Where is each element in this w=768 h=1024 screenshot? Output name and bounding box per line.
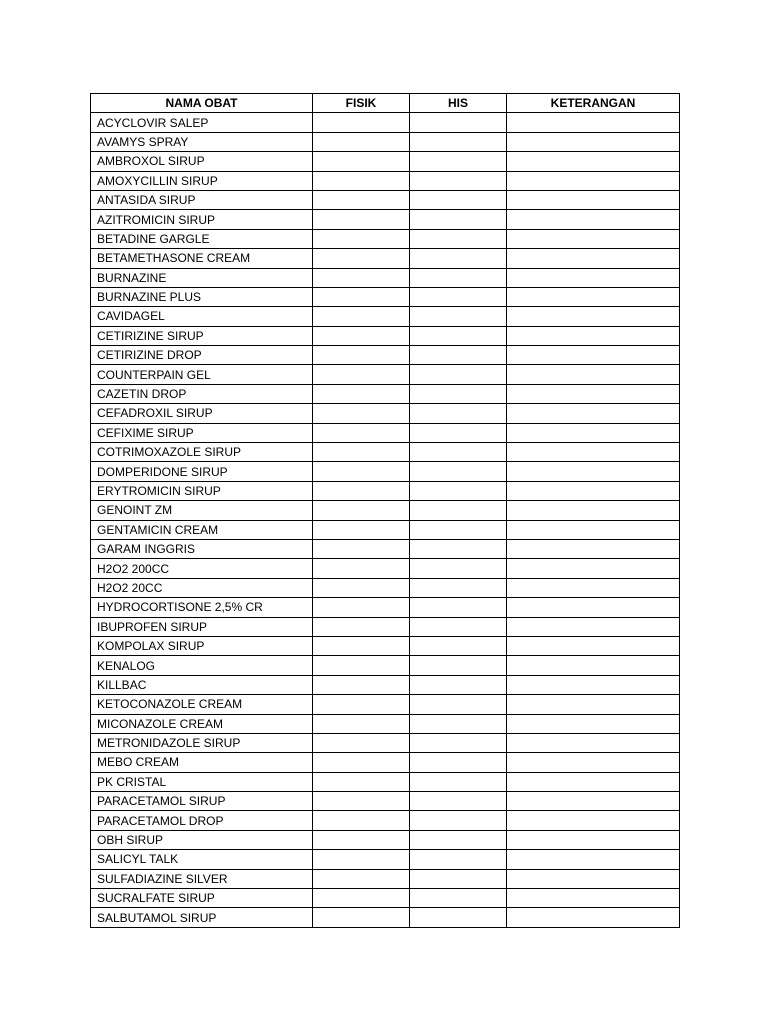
fisik-cell [313, 346, 410, 365]
medicine-name-cell: MICONAZOLE CREAM [91, 714, 313, 733]
keterangan-cell [507, 462, 680, 481]
table-row [91, 675, 680, 694]
his-cell [410, 462, 507, 481]
his-cell [410, 714, 507, 733]
medicine-name-cell: PARACETAMOL SIRUP [91, 792, 313, 811]
table-row [91, 384, 680, 403]
table-row [91, 307, 680, 326]
keterangan-cell [507, 152, 680, 171]
medicine-name-cell: H2O2 20CC [91, 578, 313, 597]
keterangan-cell [507, 423, 680, 442]
fisik-cell [313, 132, 410, 151]
medicine-name-cell: METRONIDAZOLE SIRUP [91, 733, 313, 752]
his-cell [410, 501, 507, 520]
fisik-cell [313, 753, 410, 772]
table-row [91, 656, 680, 675]
medicine-name-cell: SUCRALFATE SIRUP [91, 889, 313, 908]
table-row [91, 830, 680, 849]
his-cell [410, 229, 507, 248]
medicine-name-cell: H2O2 200CC [91, 559, 313, 578]
medicine-name-cell: KENALOG [91, 656, 313, 675]
table-row [91, 869, 680, 888]
his-cell [410, 753, 507, 772]
fisik-cell [313, 190, 410, 209]
his-cell [410, 132, 507, 151]
table-row [91, 908, 680, 927]
fisik-cell [313, 578, 410, 597]
medicine-name-cell: CAZETIN DROP [91, 384, 313, 403]
his-cell [410, 636, 507, 655]
his-cell [410, 908, 507, 927]
header-keterangan: KETERANGAN [507, 94, 680, 113]
keterangan-cell [507, 481, 680, 500]
medicine-name-cell: COTRIMOXAZOLE SIRUP [91, 443, 313, 462]
fisik-cell [313, 287, 410, 306]
table-row [91, 404, 680, 423]
table-row [91, 346, 680, 365]
medicine-name-cell: GARAM INGGRIS [91, 539, 313, 558]
fisik-cell [313, 443, 410, 462]
medicine-name-cell: ERYTROMICIN SIRUP [91, 481, 313, 500]
keterangan-cell [507, 326, 680, 345]
keterangan-cell [507, 501, 680, 520]
table-row [91, 772, 680, 791]
keterangan-cell [507, 346, 680, 365]
medicine-name-cell: OBH SIRUP [91, 830, 313, 849]
fisik-cell [313, 229, 410, 248]
fisik-cell [313, 539, 410, 558]
fisik-cell [313, 404, 410, 423]
table-row [91, 481, 680, 500]
keterangan-cell [507, 539, 680, 558]
fisik-cell [313, 850, 410, 869]
table-row [91, 617, 680, 636]
his-cell [410, 675, 507, 694]
keterangan-cell [507, 695, 680, 714]
his-cell [410, 481, 507, 500]
medicine-name-cell: GENTAMICIN CREAM [91, 520, 313, 539]
medicine-stock-table [90, 93, 680, 928]
header-fisik: FISIK [313, 94, 410, 113]
table-row [91, 462, 680, 481]
keterangan-cell [507, 210, 680, 229]
medicine-name-cell: KOMPOLAX SIRUP [91, 636, 313, 655]
keterangan-cell [507, 307, 680, 326]
fisik-cell [313, 675, 410, 694]
table-row [91, 792, 680, 811]
medicine-name-cell: COUNTERPAIN GEL [91, 365, 313, 384]
keterangan-cell [507, 908, 680, 927]
fisik-cell [313, 559, 410, 578]
keterangan-cell [507, 365, 680, 384]
his-cell [410, 190, 507, 209]
his-cell [410, 772, 507, 791]
fisik-cell [313, 695, 410, 714]
keterangan-cell [507, 733, 680, 752]
medicine-name-cell: BURNAZINE PLUS [91, 287, 313, 306]
medicine-name-cell: BETAMETHASONE CREAM [91, 249, 313, 268]
medicine-name-cell: MEBO CREAM [91, 753, 313, 772]
fisik-cell [313, 598, 410, 617]
keterangan-cell [507, 753, 680, 772]
table-row [91, 850, 680, 869]
keterangan-cell [507, 617, 680, 636]
his-cell [410, 443, 507, 462]
his-cell [410, 539, 507, 558]
medicine-name-cell: CETIRIZINE DROP [91, 346, 313, 365]
his-cell [410, 384, 507, 403]
keterangan-cell [507, 113, 680, 132]
his-cell [410, 811, 507, 830]
fisik-cell [313, 171, 410, 190]
medicine-name-cell: SALICYL TALK [91, 850, 313, 869]
his-cell [410, 869, 507, 888]
keterangan-cell [507, 384, 680, 403]
header-nama-obat: NAMA OBAT [91, 94, 313, 113]
table-row [91, 598, 680, 617]
table-row [91, 229, 680, 248]
keterangan-cell [507, 578, 680, 597]
his-cell [410, 889, 507, 908]
medicine-name-cell: IBUPROFEN SIRUP [91, 617, 313, 636]
medicine-name-cell: AMOXYCILLIN SIRUP [91, 171, 313, 190]
medicine-name-cell: KILLBAC [91, 675, 313, 694]
table-row [91, 889, 680, 908]
medicine-name-cell: SALBUTAMOL SIRUP [91, 908, 313, 927]
medicine-name-cell: KETOCONAZOLE CREAM [91, 695, 313, 714]
medicine-name-cell: BETADINE GARGLE [91, 229, 313, 248]
keterangan-cell [507, 598, 680, 617]
medicine-name-cell: CETIRIZINE SIRUP [91, 326, 313, 345]
fisik-cell [313, 733, 410, 752]
his-cell [410, 423, 507, 442]
medicine-name-cell: AMBROXOL SIRUP [91, 152, 313, 171]
table-row [91, 190, 680, 209]
table-row [91, 539, 680, 558]
table-row [91, 365, 680, 384]
his-cell [410, 365, 507, 384]
table-row [91, 559, 680, 578]
table-row [91, 733, 680, 752]
table-header-row [91, 94, 680, 113]
his-cell [410, 346, 507, 365]
his-cell [410, 113, 507, 132]
fisik-cell [313, 326, 410, 345]
table-row [91, 210, 680, 229]
table-row [91, 578, 680, 597]
fisik-cell [313, 152, 410, 171]
his-cell [410, 656, 507, 675]
keterangan-cell [507, 132, 680, 151]
his-cell [410, 249, 507, 268]
his-cell [410, 559, 507, 578]
keterangan-cell [507, 559, 680, 578]
medicine-name-cell: AVAMYS SPRAY [91, 132, 313, 151]
fisik-cell [313, 636, 410, 655]
table-row [91, 249, 680, 268]
keterangan-cell [507, 268, 680, 287]
fisik-cell [313, 462, 410, 481]
fisik-cell [313, 423, 410, 442]
his-cell [410, 287, 507, 306]
table-row [91, 520, 680, 539]
fisik-cell [313, 656, 410, 675]
fisik-cell [313, 714, 410, 733]
medicine-name-cell: CAVIDAGEL [91, 307, 313, 326]
his-cell [410, 617, 507, 636]
table-row [91, 443, 680, 462]
table-row [91, 268, 680, 287]
fisik-cell [313, 481, 410, 500]
medicine-name-cell: AZITROMICIN SIRUP [91, 210, 313, 229]
fisik-cell [313, 617, 410, 636]
table-row [91, 152, 680, 171]
table-row [91, 326, 680, 345]
table-row [91, 287, 680, 306]
his-cell [410, 695, 507, 714]
keterangan-cell [507, 830, 680, 849]
keterangan-cell [507, 869, 680, 888]
table-row [91, 811, 680, 830]
his-cell [410, 520, 507, 539]
medicine-name-cell: ANTASIDA SIRUP [91, 190, 313, 209]
his-cell [410, 210, 507, 229]
his-cell [410, 326, 507, 345]
his-cell [410, 598, 507, 617]
medicine-name-cell: CEFADROXIL SIRUP [91, 404, 313, 423]
fisik-cell [313, 268, 410, 287]
fisik-cell [313, 113, 410, 132]
fisik-cell [313, 869, 410, 888]
fisik-cell [313, 889, 410, 908]
medicine-name-cell: SULFADIAZINE SILVER [91, 869, 313, 888]
table-row [91, 714, 680, 733]
his-cell [410, 404, 507, 423]
medicine-name-cell: ACYCLOVIR SALEP [91, 113, 313, 132]
his-cell [410, 152, 507, 171]
keterangan-cell [507, 772, 680, 791]
keterangan-cell [507, 287, 680, 306]
table-row [91, 753, 680, 772]
keterangan-cell [507, 714, 680, 733]
table-row [91, 501, 680, 520]
medicine-name-cell: BURNAZINE [91, 268, 313, 287]
fisik-cell [313, 830, 410, 849]
keterangan-cell [507, 520, 680, 539]
his-cell [410, 578, 507, 597]
fisik-cell [313, 811, 410, 830]
his-cell [410, 307, 507, 326]
his-cell [410, 733, 507, 752]
keterangan-cell [507, 249, 680, 268]
keterangan-cell [507, 171, 680, 190]
fisik-cell [313, 210, 410, 229]
fisik-cell [313, 365, 410, 384]
table-row [91, 132, 680, 151]
fisik-cell [313, 772, 410, 791]
table-row [91, 171, 680, 190]
table-row [91, 423, 680, 442]
his-cell [410, 171, 507, 190]
medicine-name-cell: PARACETAMOL DROP [91, 811, 313, 830]
medicine-name-cell: HYDROCORTISONE 2,5% CR [91, 598, 313, 617]
medicine-name-cell: CEFIXIME SIRUP [91, 423, 313, 442]
table-body [91, 113, 680, 927]
medicine-name-cell: DOMPERIDONE SIRUP [91, 462, 313, 481]
medicine-name-cell: PK CRISTAL [91, 772, 313, 791]
keterangan-cell [507, 675, 680, 694]
fisik-cell [313, 520, 410, 539]
keterangan-cell [507, 190, 680, 209]
fisik-cell [313, 307, 410, 326]
keterangan-cell [507, 229, 680, 248]
medicine-name-cell: GENOINT ZM [91, 501, 313, 520]
keterangan-cell [507, 636, 680, 655]
fisik-cell [313, 249, 410, 268]
table-row [91, 695, 680, 714]
table-row [91, 636, 680, 655]
keterangan-cell [507, 889, 680, 908]
fisik-cell [313, 908, 410, 927]
table-row [91, 113, 680, 132]
fisik-cell [313, 501, 410, 520]
keterangan-cell [507, 792, 680, 811]
his-cell [410, 830, 507, 849]
his-cell [410, 268, 507, 287]
fisik-cell [313, 384, 410, 403]
fisik-cell [313, 792, 410, 811]
keterangan-cell [507, 811, 680, 830]
keterangan-cell [507, 404, 680, 423]
his-cell [410, 850, 507, 869]
keterangan-cell [507, 656, 680, 675]
header-his: HIS [410, 94, 507, 113]
his-cell [410, 792, 507, 811]
keterangan-cell [507, 443, 680, 462]
keterangan-cell [507, 850, 680, 869]
